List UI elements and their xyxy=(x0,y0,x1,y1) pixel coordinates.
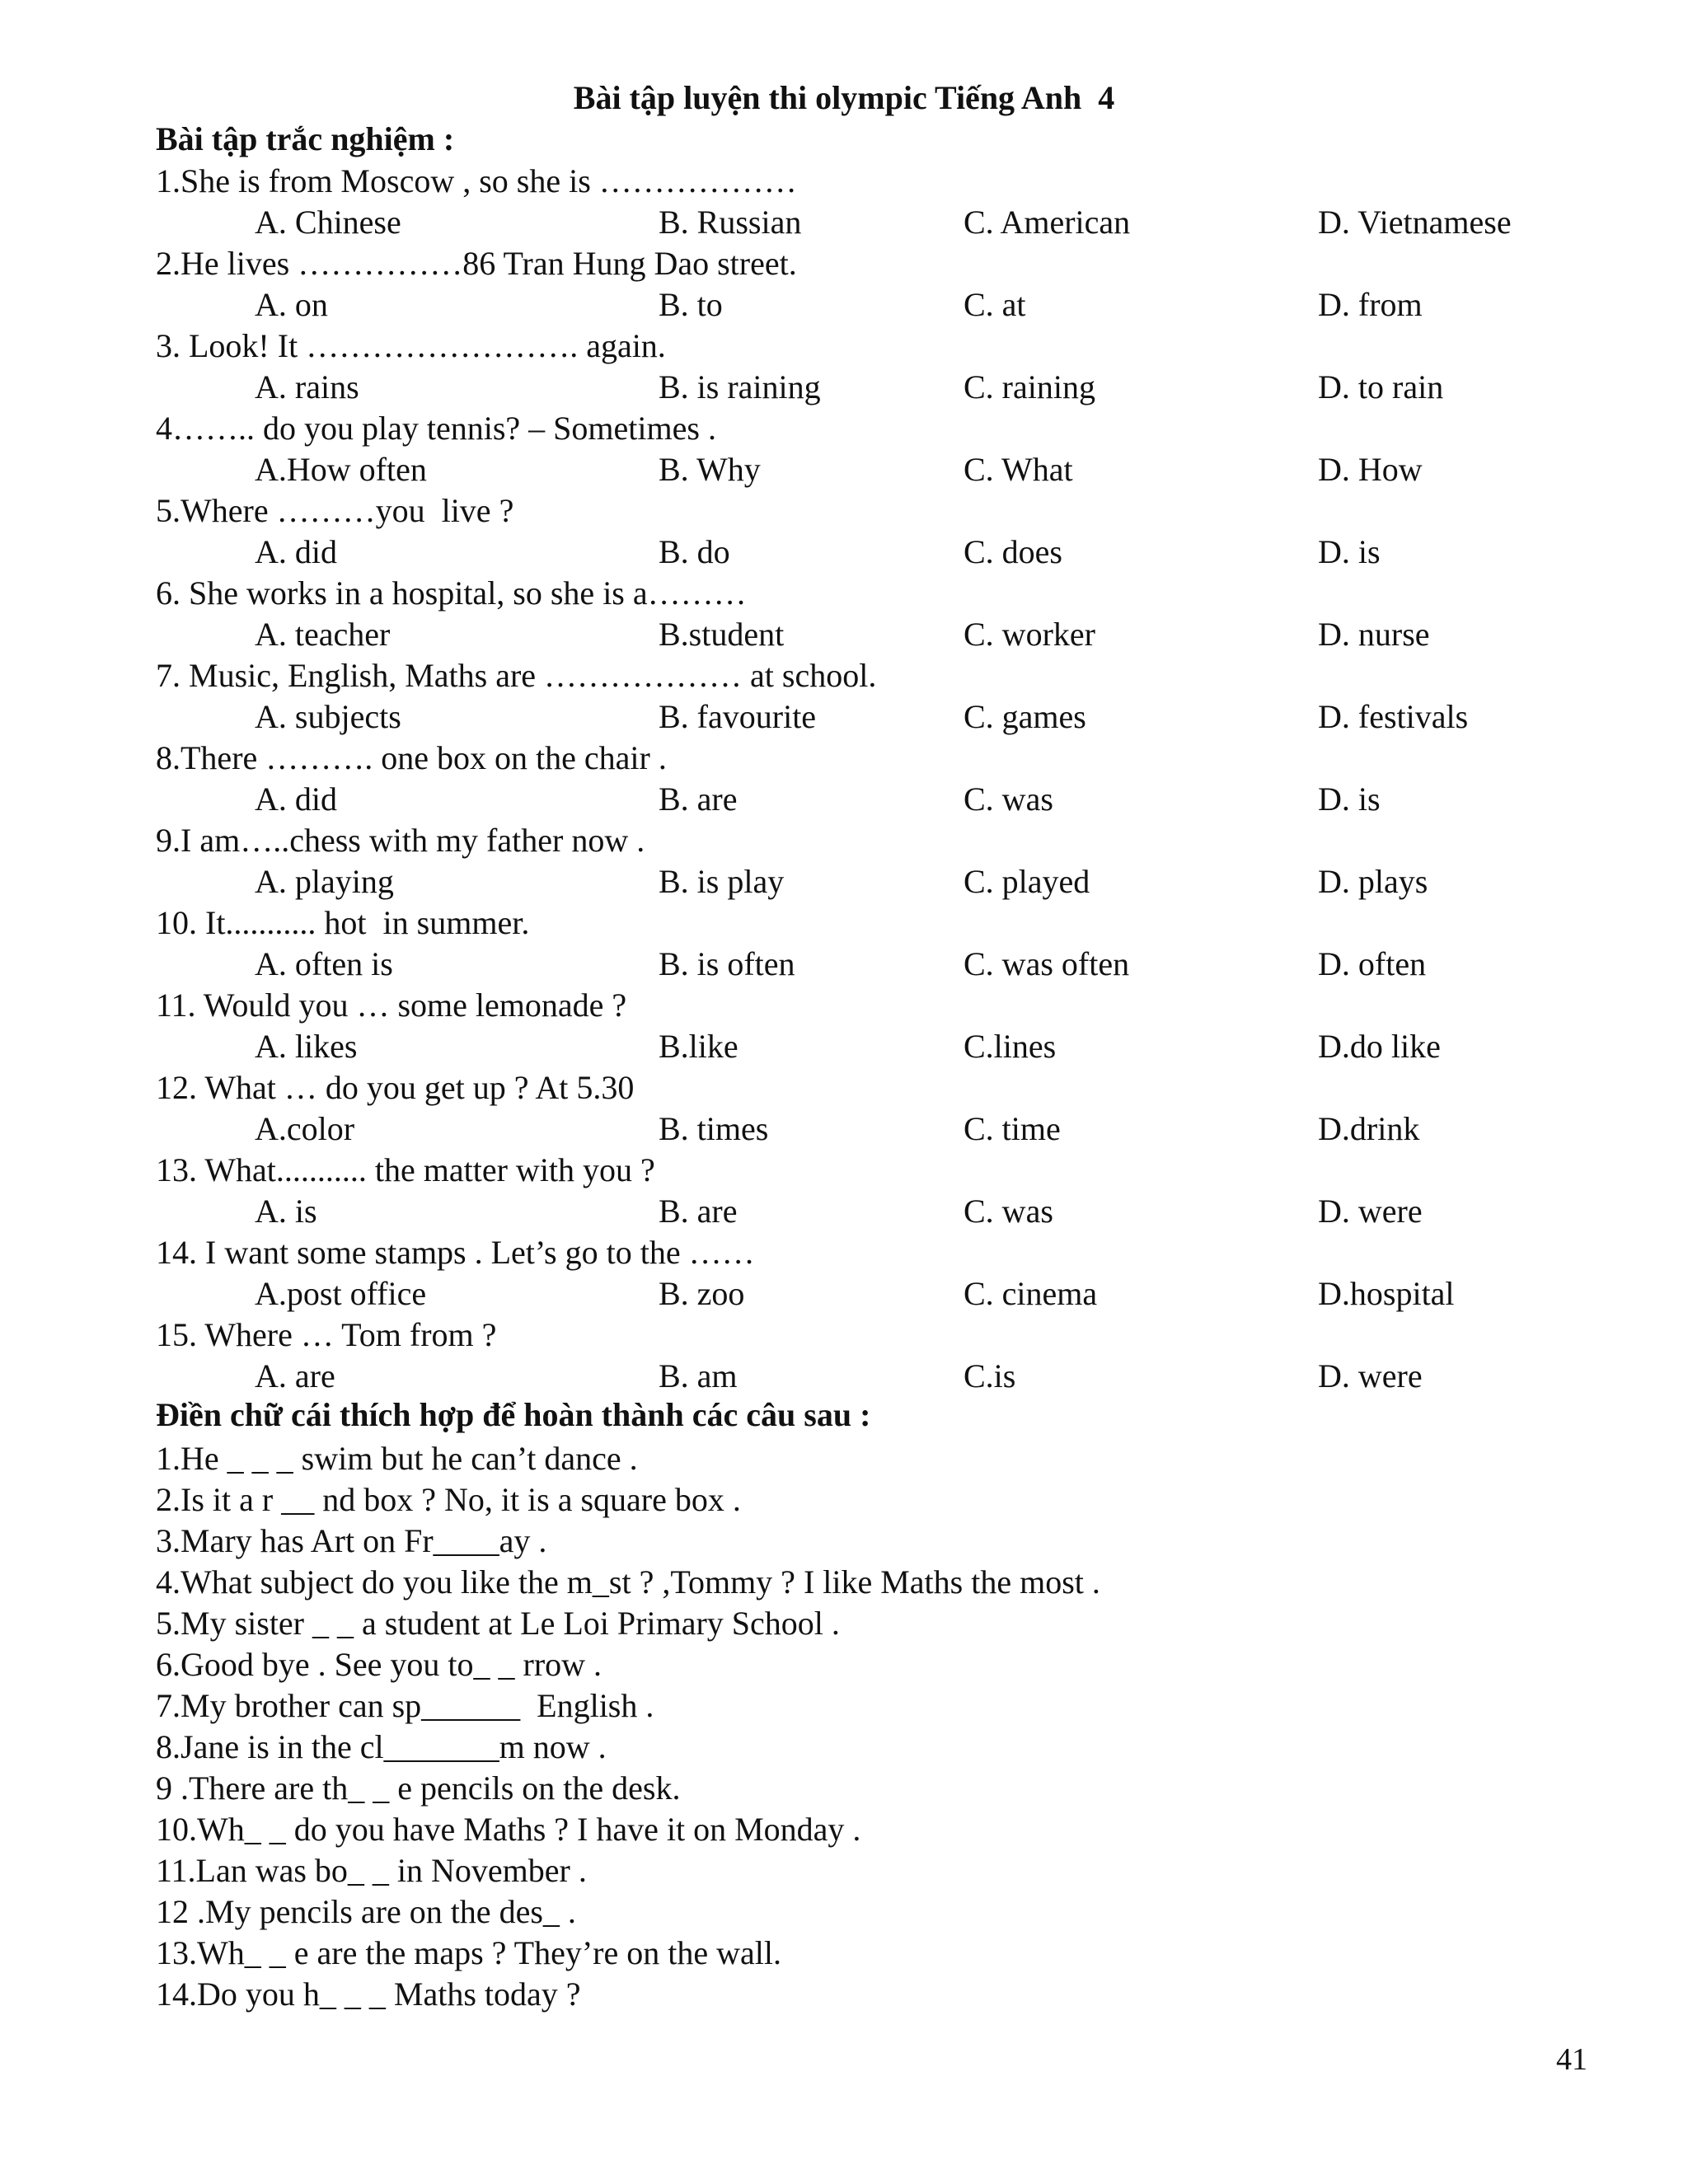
question-item xyxy=(156,1067,1623,1150)
answer-option-a: A.post office xyxy=(255,1275,427,1312)
question-text: 13. What........... the matter with you ? xyxy=(156,1151,655,1188)
answer-option-a: A. likes xyxy=(255,1028,358,1065)
answer-option-d: D.do like xyxy=(1318,1028,1441,1065)
answer-option-c: C. was xyxy=(964,780,1053,818)
answer-option-b: B. is raining xyxy=(659,368,821,405)
answer-options xyxy=(156,1273,1623,1315)
question-text: 12. What … do you get up ? At 5.30 xyxy=(156,1069,635,1106)
fill-in-item: 5.My sister _ _ a student at Le Loi Primary School . xyxy=(156,1605,840,1642)
answer-option-a: A. did xyxy=(255,780,337,818)
question-text: 14. I want some stamps . Let’s go to the …… xyxy=(156,1234,755,1271)
fill-in-item: 9 .There are th_ _ e pencils on the desk. xyxy=(156,1769,681,1807)
answer-option-b: B. am xyxy=(659,1357,738,1394)
answer-option-d: D. festivals xyxy=(1318,698,1469,735)
answer-options xyxy=(156,944,1623,985)
answer-option-c: C. raining xyxy=(964,368,1095,405)
answer-option-a: A. on xyxy=(255,286,328,323)
question-text: 3. Look! It ……………………. again. xyxy=(156,327,666,364)
fill-in-item: 7.My brother can sp______ English . xyxy=(156,1687,654,1724)
question-item xyxy=(156,326,1623,408)
answer-options xyxy=(156,449,1623,490)
answer-option-b: B.student xyxy=(659,616,785,653)
answer-option-b: B. are xyxy=(659,780,738,818)
answer-option-c: C. time xyxy=(964,1110,1061,1147)
question-item xyxy=(156,985,1623,1067)
answer-option-a: A. playing xyxy=(255,863,394,900)
fill-in-item: 2.Is it a r __ nd box ? No, it is a square box . xyxy=(156,1481,741,1518)
answer-option-c: C. cinema xyxy=(964,1275,1098,1312)
answer-option-b: B. Russian xyxy=(659,204,802,241)
multiple-choice-list xyxy=(156,161,1623,1397)
answer-option-c: C. American xyxy=(964,204,1131,241)
fill-in-item: 4.What subject do you like the m_st ? ,Tommy ? I like Maths the most . xyxy=(156,1563,1100,1601)
fill-in-item: 1.He _ _ _ swim but he can’t dance . xyxy=(156,1440,638,1477)
answer-option-d: D. often xyxy=(1318,945,1427,982)
fill-in-item: 3.Mary has Art on Fr____ay . xyxy=(156,1522,547,1559)
fill-in-item: 6.Good bye . See you to_ _ rrow . xyxy=(156,1646,603,1683)
answer-options xyxy=(156,1108,1623,1150)
fill-in-item: 10.Wh_ _ do you have Maths ? I have it on Monday . xyxy=(156,1811,861,1848)
question-text: 7. Music, English, Maths are ……………… at school. xyxy=(156,657,877,694)
answer-option-d: D. nurse xyxy=(1318,616,1430,653)
question-text: 8.There ………. one box on the chair . xyxy=(156,739,667,776)
question-text: 1.She is from Moscow , so she is ……………… xyxy=(156,162,797,199)
answer-option-b: B. is often xyxy=(659,945,795,982)
answer-option-c: C. was often xyxy=(964,945,1130,982)
answer-option-d: D. from xyxy=(1318,286,1423,323)
answer-options xyxy=(156,532,1623,573)
answer-option-c: C. played xyxy=(964,863,1090,900)
answer-option-a: A.color xyxy=(255,1110,355,1147)
answer-option-b: B. zoo xyxy=(659,1275,745,1312)
question-item xyxy=(156,1315,1623,1397)
answer-option-a: A. often is xyxy=(255,945,393,982)
fill-in-heading: Điền chữ cái thích hợp để hoàn thành các câu sau : xyxy=(156,1396,871,1433)
answer-option-c: C. at xyxy=(964,286,1026,323)
question-item xyxy=(156,243,1623,326)
question-text: 6. She works in a hospital, so she is a……… xyxy=(156,574,747,612)
answer-option-b: B. times xyxy=(659,1110,769,1147)
answer-option-a: A.How often xyxy=(255,451,427,488)
question-item xyxy=(156,738,1623,820)
question-item xyxy=(156,573,1623,655)
question-text: 2.He lives ……………86 Tran Hung Dao street. xyxy=(156,245,797,282)
question-item xyxy=(156,655,1623,738)
question-item xyxy=(156,820,1623,902)
answer-option-c: C. What xyxy=(964,451,1073,488)
question-item xyxy=(156,408,1623,490)
answer-option-d: D. Vietnamese xyxy=(1318,204,1512,241)
answer-options xyxy=(156,284,1623,326)
question-text: 15. Where … Tom from ? xyxy=(156,1316,497,1353)
question-text: 11. Would you … some lemonade ? xyxy=(156,987,627,1024)
answer-option-c: C. games xyxy=(964,698,1086,735)
answer-option-a: A. Chinese xyxy=(255,204,401,241)
question-text: 10. It........... hot in summer. xyxy=(156,904,530,941)
fill-in-item: 8.Jane is in the cl_______m now . xyxy=(156,1728,607,1765)
answer-options xyxy=(156,202,1623,243)
answer-option-d: D. were xyxy=(1318,1193,1423,1230)
answer-option-a: A. rains xyxy=(255,368,359,405)
answer-option-c: C.lines xyxy=(964,1028,1057,1065)
answer-option-b: B. to xyxy=(659,286,723,323)
answer-option-b: B. do xyxy=(659,533,730,570)
question-item xyxy=(156,1232,1623,1315)
answer-option-d: D.drink xyxy=(1318,1110,1420,1147)
answer-option-b: B. are xyxy=(659,1193,738,1230)
answer-options xyxy=(156,1191,1623,1232)
answer-options xyxy=(156,696,1623,738)
page-number: 41 xyxy=(1556,2042,1587,2077)
answer-options xyxy=(156,367,1623,408)
answer-option-a: A. is xyxy=(255,1193,317,1230)
answer-option-b: B. Why xyxy=(659,451,761,488)
document-title: Bài tập luyện thi olympic Tiếng Anh 4 xyxy=(573,79,1115,116)
fill-in-list xyxy=(156,1438,1623,2015)
answer-option-c: C.is xyxy=(964,1357,1016,1394)
question-item xyxy=(156,490,1623,573)
answer-options xyxy=(156,1356,1623,1397)
fill-in-item: 13.Wh_ _ e are the maps ? They’re on the wall. xyxy=(156,1934,781,1971)
fill-in-item: 12 .My pencils are on the des_ . xyxy=(156,1893,576,1930)
fill-in-item: 11.Lan was bo_ _ in November . xyxy=(156,1852,587,1889)
answer-option-a: A. subjects xyxy=(255,698,401,735)
question-text: 5.Where ………you live ? xyxy=(156,492,514,529)
answer-option-b: B. is play xyxy=(659,863,785,900)
answer-option-d: D. is xyxy=(1318,780,1381,818)
answer-option-a: A. teacher xyxy=(255,616,391,653)
answer-option-b: B.like xyxy=(659,1028,738,1065)
multiple-choice-heading: Bài tập trắc nghiệm : xyxy=(156,120,455,157)
answer-option-d: D. were xyxy=(1318,1357,1423,1394)
question-text: 4…….. do you play tennis? – Sometimes . xyxy=(156,410,716,447)
answer-options xyxy=(156,1026,1623,1067)
answer-option-d: D.hospital xyxy=(1318,1275,1455,1312)
answer-option-c: C. was xyxy=(964,1193,1053,1230)
answer-options xyxy=(156,861,1623,902)
answer-option-d: D. to rain xyxy=(1318,368,1444,405)
question-item xyxy=(156,902,1623,985)
question-item xyxy=(156,1150,1623,1232)
answer-options xyxy=(156,779,1623,820)
question-item xyxy=(156,161,1623,243)
answer-option-d: D. plays xyxy=(1318,863,1428,900)
question-text: 9.I am…..chess with my father now . xyxy=(156,822,645,859)
answer-option-d: D. is xyxy=(1318,533,1381,570)
answer-option-b: B. favourite xyxy=(659,698,817,735)
answer-option-d: D. How xyxy=(1318,451,1423,488)
answer-option-c: C. does xyxy=(964,533,1062,570)
answer-option-a: A. are xyxy=(255,1357,335,1394)
answer-option-a: A. did xyxy=(255,533,337,570)
answer-options xyxy=(156,614,1623,655)
fill-in-item: 14.Do you h_ _ _ Maths today ? xyxy=(156,1975,581,2013)
answer-option-c: C. worker xyxy=(964,616,1095,653)
